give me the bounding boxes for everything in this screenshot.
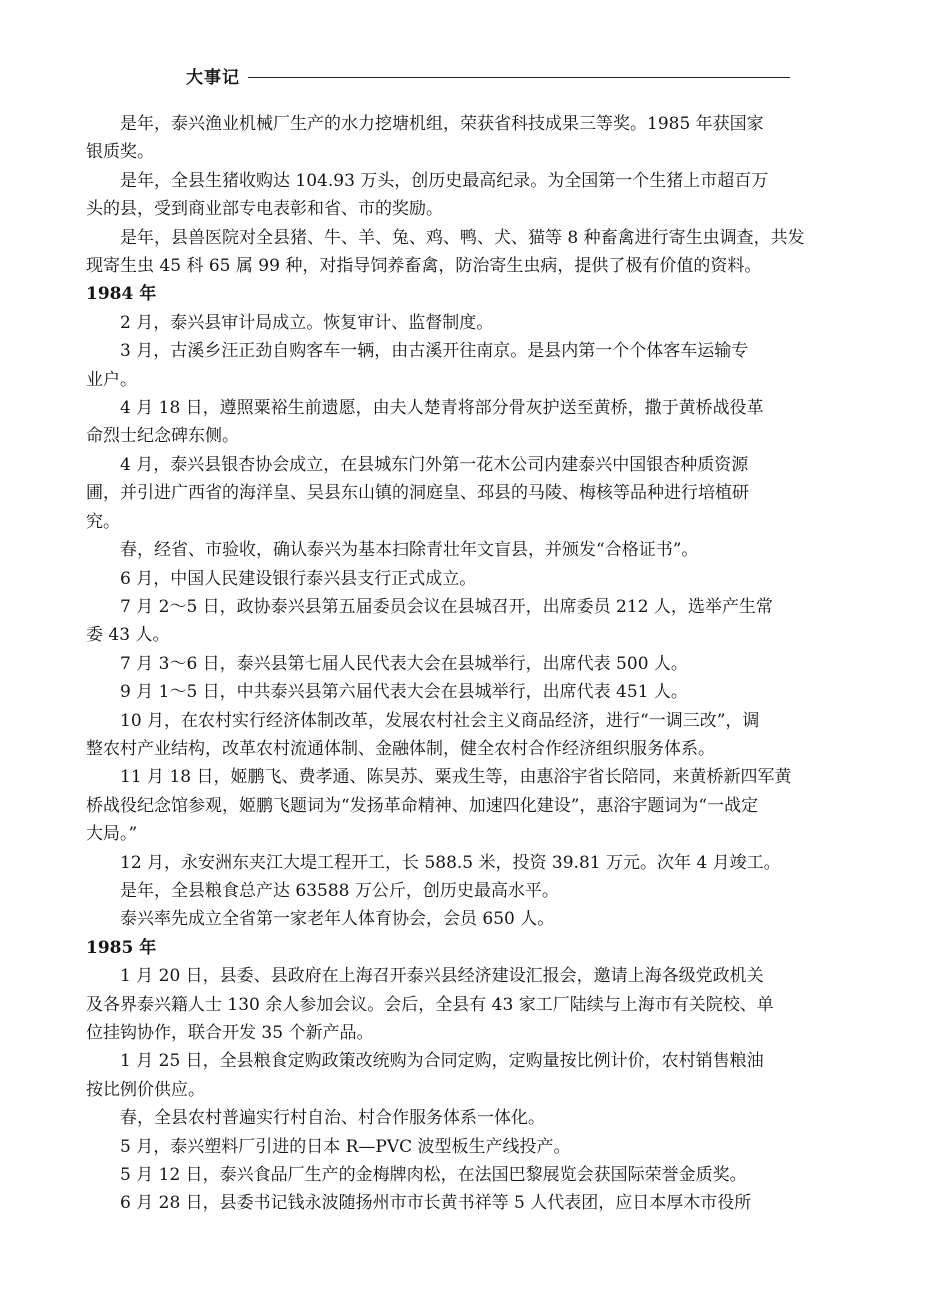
- entry-line: 5 月，泰兴塑料厂引进的日本 R—PVC 波型板生产线投产。: [120, 1136, 571, 1157]
- chronicle-entry: [86, 451, 828, 536]
- entry-line: 圃，并引进广西省的海洋皇、吴县东山镇的洞庭皇、邳县的马陵、梅核等品种进行培植研: [86, 483, 749, 504]
- entry-line: 大局。”: [86, 824, 138, 845]
- entry-line: 究。: [86, 511, 120, 532]
- header-rule: [248, 77, 790, 78]
- entry-line: 4 月，泰兴县银杏协会成立，在县城东门外第一花木公司内建泰兴中国银杏种质资源: [120, 454, 749, 475]
- entry-line: 1 月 20 日，县委、县政府在上海召开泰兴县经济建设汇报会，邀请上海各级党政机关: [120, 966, 764, 987]
- chronicle-entry: [86, 536, 828, 564]
- entry-line: 是年，全县粮食总产达 63588 万公斤，创历史最高水平。: [120, 880, 559, 901]
- entry-line: 业户。: [86, 369, 137, 390]
- entry-line: 5 月 12 日，泰兴食品厂生产的金梅牌肉松，在法国巴黎展览会获国际荣誉金质奖。: [120, 1165, 747, 1186]
- chronicle-entry: [86, 1189, 828, 1217]
- entry-line: 春，经省、市验收，确认泰兴为基本扫除青壮年文盲县，并颁发“合格证书”。: [120, 540, 699, 561]
- entry-line: 头的县，受到商业部专电表彰和省、市的奖励。: [86, 199, 443, 220]
- chronicle-entry: [86, 1161, 828, 1189]
- chronicle-entry: [86, 565, 828, 593]
- entry-line: 是年，县兽医院对全县猪、牛、羊、兔、鸡、鸭、犬、猫等 8 种畜禽进行寄生虫调查，共发: [120, 227, 805, 248]
- page-header: [186, 62, 790, 88]
- chronicle-entry: [86, 1104, 828, 1132]
- entry-line: 命烈士纪念碑东侧。: [86, 426, 239, 447]
- chronicle-entry: [86, 905, 828, 933]
- chronicle-entry: [86, 167, 828, 224]
- entry-line: 银质奖。: [86, 142, 154, 163]
- chronicle-entry: [86, 394, 828, 451]
- chronicle-entry: [86, 224, 828, 281]
- entry-line: 9 月 1～5 日，中共泰兴县第六届代表大会在县城举行，出席代表 451 人。: [120, 682, 688, 703]
- chronicle-entry: [86, 678, 828, 706]
- running-header-title: 大事记: [186, 67, 240, 88]
- entry-line: 春，全县农村普遍实行村自治、村合作服务体系一体化。: [120, 1108, 545, 1129]
- entry-line: 3 月，古溪乡汪正劲自购客车一辆，由古溪开往南京。是县内第一个个体客车运输专: [120, 341, 749, 362]
- entry-line: 1 月 25 日，全县粮食定购政策改统购为合同定购，定购量按比例计价，农村销售粮油: [120, 1051, 764, 1072]
- entry-line: 位挂钩协作，联合开发 35 个新产品。: [86, 1023, 374, 1043]
- entry-line: 委 43 人。: [86, 625, 170, 646]
- entry-line: 整农村产业结构，改革农村流通体制、金融体制，健全农村合作经济组织服务体系。: [86, 738, 715, 759]
- chronicle-entry: [86, 593, 828, 650]
- chronicle-entry: [86, 962, 828, 1047]
- entry-line: 2 月，泰兴县审计局成立。恢复审计、监督制度。: [120, 312, 494, 333]
- chronicle-entry: [86, 877, 828, 905]
- entry-line: 是年，泰兴渔业机械厂生产的水力挖塘机组，荣获省科技成果三等奖。1985 年获国家: [120, 114, 764, 134]
- entry-line: 按比例价供应。: [86, 1079, 205, 1100]
- entry-line: 7 月 2～5 日，政协泰兴县第五届委员会议在县城召开，出席委员 212 人，选举产生常: [120, 596, 773, 617]
- chronicle-entry: [86, 309, 828, 337]
- chronicle-entry: [86, 337, 828, 394]
- entry-line: 12 月，永安洲东夹江大堤工程开工，长 588.5 米，投资 39.81 万元。次年 4 月竣工。: [120, 852, 781, 873]
- entry-line: 泰兴率先成立全省第一家老年人体育协会，会员 650 人。: [120, 909, 555, 930]
- entry-line: 7 月 3～6 日，泰兴县第七届人民代表大会在县城举行，出席代表 500 人。: [120, 653, 688, 674]
- chronicle-entry: [86, 763, 828, 848]
- chronicle-entry: [86, 707, 828, 764]
- entry-line: 10 月，在农村实行经济体制改革，发展农村社会主义商品经济，进行“一调三改”，调: [120, 710, 760, 731]
- chronicle-entry: [86, 1133, 828, 1161]
- year-heading: 1984 年: [86, 284, 157, 305]
- entry-line: 11 月 18 日，姬鹏飞、费孝通、陈昊苏、粟戎生等，由惠浴宇省长陪同，来黄桥新四军黄: [120, 767, 792, 788]
- chronicle-entry: [86, 110, 828, 167]
- entry-line: 6 月 28 日，县委书记钱永波随扬州市市长黄书祥等 5 人代表团，应日本厚木市役所: [120, 1193, 752, 1214]
- entry-line: 4 月 18 日，遵照粟裕生前遗愿，由夫人楚青将部分骨灰护送至黄桥，撒于黄桥战役革: [120, 398, 764, 419]
- entry-line: 桥战役纪念馆参观，姬鹏飞题词为“发扬革命精神、加速四化建设”，惠浴宇题词为“一战定: [86, 795, 759, 816]
- chronicle-entry: [86, 650, 828, 678]
- entry-line: 现寄生虫 45 科 65 属 99 种，对指导饲养畜禽，防治寄生虫病，提供了极有价值的资料。: [86, 256, 762, 277]
- chronicle-entry: [86, 1047, 828, 1104]
- year-heading: 1985 年: [86, 937, 157, 958]
- chronicle-entry: [86, 849, 828, 877]
- entry-line: 及各界泰兴籍人士 130 余人参加会议。会后，全县有 43 家工厂陆续与上海市有关院校、单: [86, 994, 774, 1015]
- page-body: [86, 110, 828, 1218]
- entry-line: 6 月，中国人民建设银行泰兴县支行正式成立。: [120, 568, 477, 589]
- entry-line: 是年，全县生猪收购达 104.93 万头，创历史最高纪录。为全国第一个生猪上市超百万: [120, 170, 769, 191]
